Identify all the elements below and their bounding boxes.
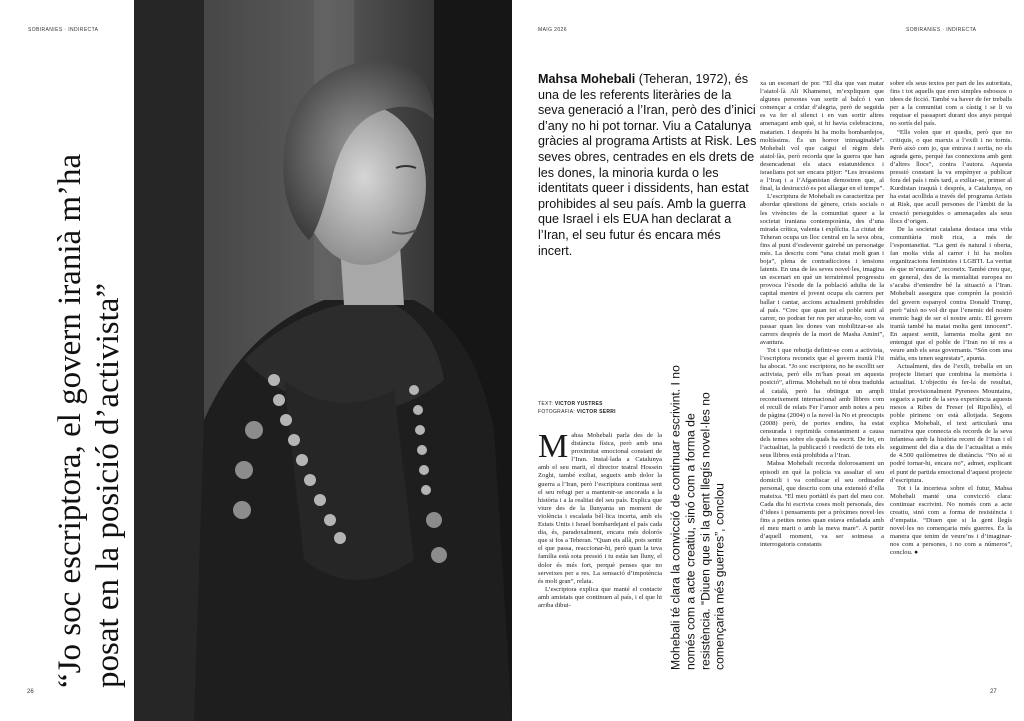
intro-standfirst [538, 72, 758, 259]
credit-text-name: VICTOR YUSTRES [554, 401, 603, 407]
body-paragraph: Actualment, des de l’exili, treballa en un projecte literari que combina la memòria i actualitat. L’objectiu és fer-la de resultat, titulat provisionalment Pyrenees Mountains, segueix a partir de la seva experiència aquests mesos a Ribes de Freser (el Ripollès), el poble pirinenc on està allotjada. Segons explica Mohebali, el text articularà una narrativa que connecta els records de la seva infantesa amb la història recent de l’Iran i el seguiment del dia a dia de l’actualitat a més de 4.500 quilòmetres de distància. “No sé si podré tornar-hi, encara no”, admet, explicant el punt de partida emocional d’aquest projecte d’escriptura. [890, 363, 1012, 484]
credits [538, 400, 678, 416]
credit-text [538, 400, 678, 408]
body-paragraph: “Ells volen que et quedis, però que no critiquis, o que marxis a l’exili i no tornis. Però això com jo, que entrava i sortia, no els agrada gens, perquè fas connexions amb gent d’altres llocs”, contra l’autora. Aquesta pressió constant la va empènyer a publicar fora del país i més tard, a exiliar-se, primer al Kurdistan iraquià i després, a Catalunya, on ha estat acollida a través del programa Artists at Risk, que acull persones de l’àmbit de la creació perseguides o amenaçades als seus llocs d’origen. [890, 128, 1012, 225]
body-paragraph: Tot i que rebutja definir-se com a activista, l’escriptora reconeix que el govern iranià l’hi ha abocat. “Jo soc escriptora, no he escollit ser activista, però ells m’han posat en aquesta posició”, afirma. Mohebali no té obra traduïda al català, però ha obtingut un ampli reconeixement internacional amb llibres com el recull de relats Fer l’amor amb notes a peu de pàgina (2004) o la novel·la No et preocupis (2008) però, de portes endins, ha estat censurada i reprimida constantment a causa dels temes sobre els quals ha escrit. De fet, en l’actualitat, la publicació i reedició de tots els seus llibres està prohibida a l’Iran. [760, 347, 884, 460]
drop-cap: M [538, 432, 569, 465]
body-column-1 [538, 432, 662, 662]
portrait-photo [134, 0, 512, 721]
portrait-illustration [134, 0, 512, 721]
body-paragraph: L’escriptura de Mohebali es caracteritza per abordar qüestions de gènere, crisis socials o les vivències de la comunitat queer a la societat iraniana contemporània, des d’una mirada crítica, valenta i explícita. La ciutat de Teheran ocupa un lloc central en la seva obra, fins al punt d’esdevenir gairebé un personatge més. La descriu com “una ciutat molt gran i boja”, plena de contradiccions i tensions latents. En una de les seves novel·les, imagina un escenari en què un terratrèmol progressiu provoca l’èxode de la població adulta de la capital mentre el jovent ocupa els carrers per ballar i cantar, accions actualment prohibides al país. “Crec que quan tot el poble surti al carrer, no podran fer res per aturar-ho, com va passar quan les dones van mobilitzar-se als carrers després de la mort de Masha Amini”, avantura. [760, 193, 884, 346]
credit-photo-label: FOTOGRAFIA: [538, 409, 577, 415]
intro-name: Mahsa Mohebali [538, 72, 636, 86]
headline-text: “Jo soc escriptora, el govern iranià m’ha posat en la posició d’activista” [52, 153, 126, 688]
body-paragraph: ahsa Mohebali parla des de la distància física, però amb una proximitat emocional constant de l’Iran. Instal·lada a Catalunya amb el seu marit, el director teatral Hossein Zoghi, també exiliat, segueix amb dolor la guerra a l’Iran, però l’escriptura continua sent el seu refugi per a mantenir-se ancorada a la història i a la realitat del seu país. Explica que viure des de la llunyania un moment de violència i escalada bèl·lica incerta, amb els Estats Units i Israel bombardejant el país cada dia, és, paradoxalment, encara més dolorós que si fos a Teheran. “Quan ets allà, pots sentir el que passa, reaccionar-hi, però quan la teva família està sota pressió i tu estàs tan lluny, el dolor és més fort, perquè penses que no serveixes per a res. La sensació d’impotència és molt gran”, relata. [538, 432, 662, 585]
left-running-header: SOBIRANIES · INDIRECTA [28, 27, 99, 33]
intro-text: (Teheran, 1972), és una de les referents literàries de la seva generació a l’Iran, però des d’inici d’any no hi pot tornar. Viu a Catalunya gràcies al programa Artists at Risk. Les seves obres, centrades en els drets de les dones, la minoria kurda o les identitats queer i dissidents, han estat prohibides al seu país. Amb la guerra que Israel i els EUA han declarat a l’Iran, el seu futur és encara més incert. [538, 72, 757, 258]
right-running-header: SOBIRANIES · INDIRECTA [906, 27, 977, 33]
left-page-number: 26 [27, 689, 34, 695]
body-column-2 [760, 80, 884, 668]
body-paragraph: De la societat catalana destaca una vida comunitària molt rica, a més de l’espontaneïtat. “La gent és natural i oberta, fan molta vida al carrer i hi ha moltes organitzacions feministes i LGBTI. La veritat és que m’encanta”, reconeix. També creu que, en general, des de la mentalitat europea no s’acaba d’entendre bé la situació a l’Iran. Mohebali assegura que comprèn la posició del govern espanyol contra Donald Trump, però “això no vol dir que l’enemic del nostre enemic hagi de ser el nostre amic. El govern iranià també ha matat molta gent innocent”. En aquest sentit, lamenta molta gent no entengui que el poble de l’Iran no té res a veure amb els seus governants. “Són com una màfia, ens tenen segrestats”, apunta. [890, 225, 1012, 363]
body-paragraph: Mahsa Mohebali recorda dolorosament un episodi en què la policia va assaltar el seu domicili i va confiscar el seu ordinador personal, que descriu com una extensió d’ella mateixa. “El meu portàtil és part del meu cor. Cada dia hi escrivia coses molt personals, des d’idees i pensaments per a pròximes novel·les fins a petites notes quan estava enfadada amb el meu marit o amb la meva mare”. A partir d’aquell moment, va ser sotmesa a interrogatoris constants [760, 460, 884, 549]
headline [44, 78, 134, 698]
pull-quote [668, 345, 728, 675]
credit-photo-name: VICTOR SERRI [576, 409, 616, 415]
body-paragraph: L’escriptora explica que manté el contacte amb amistats que continuen al país, i el que hi arriba dibui- [538, 585, 662, 609]
right-page-number: 27 [990, 689, 997, 695]
body-paragraph: sobre els seus textos per part de les autoritats, fins i tot aquells que eren simples esbossos o idees de ficció. També va haver de fer treballs per a la comunitat com a càstig i se li va requisar el passaport durant dos anys perquè no sortís del país. [890, 80, 1012, 128]
body-paragraph: Tot i la incertesa sobre el futur, Mahsa Mohebali manté una convicció clara: continuar escrivint. No només com a acte creatiu, sinó com a forma de resistència i d’empatia. “Diuen que si la gent llegís novel·les no començaria més guerres. És la manera que tenim de veure’ns i d’imaginar-nos com a persones, i no com a números”, conclou. ● [890, 484, 1012, 557]
credit-text-label: TEXT: [538, 401, 555, 407]
body-column-3 [890, 80, 1012, 668]
right-running-header-date: MAIG 2026 [538, 27, 567, 33]
pull-quote-text: Mohebali té clara la convicció de continuar escrivint. I no només com a acte creatiu, sinó com a forma de resistència. “Diuen que si la gent llegís novel·les no començaria més guerres”, conclou [668, 365, 727, 670]
body-paragraph: xa un escenari de por. “El dia que van matar l’aiatol·là Ali Khamenei, m’expliquen que algunes persones van sortir al balcó i van començar a cridar d’alegria, però de seguida es va fer el silenci i en van sortir altres amenaçant amb què, si hi havia celebracions, matarien. I després hi ha molts bombardejos, moltíssims. És un horror inimaginable”. Mohebali vol que caigui el règim dels aiatol·làs, però recorda que la guerra que han desencadenat els atacs estatunidencs i israelians pot ser encara pitjor: “Les invasions a l’Iraq i a l’Afganistan demostren que, al final, la destrucció es pot allargar en el temps”. [760, 80, 884, 193]
credit-photo [538, 408, 678, 416]
